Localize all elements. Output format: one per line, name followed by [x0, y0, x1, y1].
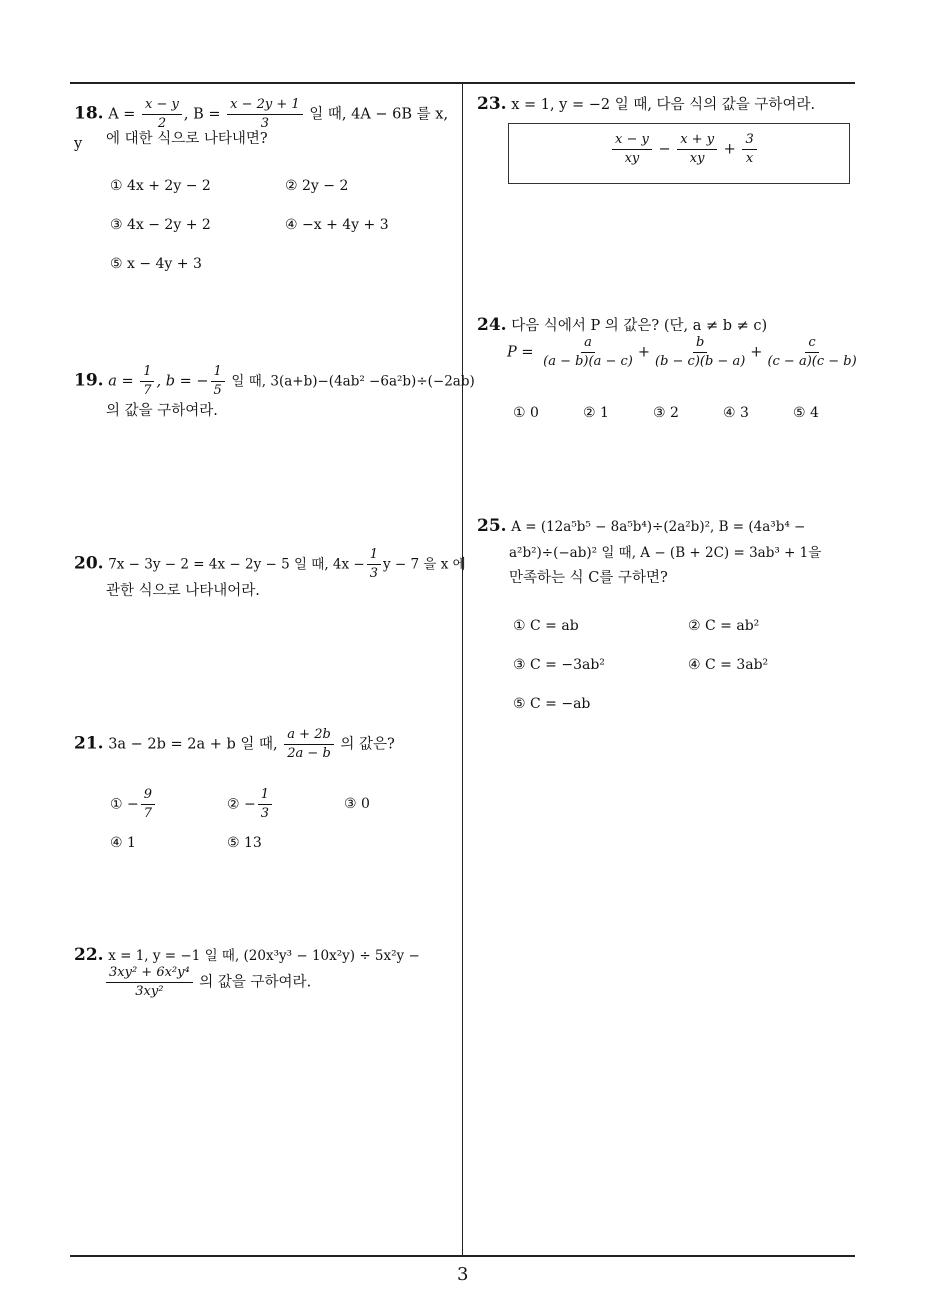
fraction: $\frac{x + y}{xy}$	[677, 131, 717, 168]
question-18-line2: 에 대한 식으로 나타내면?	[106, 131, 268, 147]
question-number: 23.	[477, 94, 507, 114]
question-20-line2: 관한 식으로 나타내어라.	[106, 583, 260, 599]
column-divider	[462, 83, 463, 1256]
fraction: $\frac{9}{7}$	[141, 786, 155, 823]
question-19: 19. a = $\frac{1}{7}$ , b = − $\frac{1}{5}$ 일 때, 3(a+b)−(4ab² −6a²b)÷(−2ab)	[74, 364, 475, 398]
fraction: $\frac{a}{(a - b)(a - c)}$	[543, 335, 633, 369]
question-23: 23. x = 1, y = −2 일 때, 다음 식의 값을 구하여라.	[477, 94, 816, 114]
option-2[interactable]: ② 2y − 2	[285, 178, 349, 194]
question-number: 24.	[477, 315, 507, 335]
fraction: $\frac{3}{x}$	[742, 131, 756, 168]
option-3[interactable]: ③ C = −3ab²	[513, 657, 605, 673]
fraction: $\frac{a + 2b}{2a - b}$	[284, 726, 334, 763]
question-25-line2: a²b²)÷(−ab)² 일 때, A − (B + 2C) = 3ab³ + 1을	[509, 545, 822, 561]
question-22-line2: $\frac{\text{3xy² + 6x²y⁴}}{\text{3xy²}}$ 의 값을 구하여라.	[104, 964, 311, 1001]
fraction: $\frac{x - y}{2}$	[142, 96, 182, 133]
bottom-rule	[70, 1255, 855, 1257]
fraction: $\frac{x - 2y + 1}{3}$	[227, 96, 303, 133]
option-3[interactable]: ③ 2	[653, 405, 679, 421]
option-5[interactable]: ⑤ x − 4y + 3	[110, 256, 202, 272]
option-4[interactable]: ④ 3	[723, 405, 749, 421]
option-2[interactable]: ② C = ab²	[688, 618, 760, 634]
option-2[interactable]: ② 1	[583, 405, 609, 421]
option-5[interactable]: ⑤ 13	[227, 835, 262, 851]
option-2[interactable]: ② − $\frac{1}{3}$	[227, 786, 274, 823]
question-number: 21.	[74, 733, 104, 754]
expression: $\frac{x - y}{xy}$ − $\frac{x + y}{xy}$ + $\frac{3}{x}$	[610, 131, 759, 168]
fraction: $\frac{\text{3xy² + 6x²y⁴}}{\text{3xy²}}$	[106, 964, 193, 1001]
fraction: $\frac{1}{5}$	[211, 363, 225, 400]
page-number: 3	[457, 1264, 469, 1285]
option-3[interactable]: ③ 0	[344, 796, 370, 812]
fraction: $\frac{1}{7}$	[140, 363, 154, 400]
option-4[interactable]: ④ 1	[110, 835, 136, 851]
question-number: 22.	[74, 945, 104, 965]
option-1[interactable]: ① − $\frac{9}{7}$	[110, 786, 157, 823]
option-5[interactable]: ⑤ 4	[793, 405, 819, 421]
question-number: 20.	[74, 553, 104, 574]
fraction: $\frac{x - y}{xy}$	[612, 131, 652, 168]
question-19-line2: 의 값을 구하여라.	[106, 403, 218, 419]
question-24: 24. 다음 식에서 P 의 값은? (단, a ≠ b ≠ c)	[477, 315, 768, 335]
fraction: $\frac{c}{(c - a)(c - b)}$	[767, 335, 857, 369]
question-number: 19.	[74, 370, 104, 391]
question-25-line3: 만족하는 식 C를 구하면?	[509, 570, 668, 586]
option-3[interactable]: ③ 4x − 2y + 2	[110, 217, 211, 233]
fraction: $\frac{1}{3}$	[367, 546, 381, 583]
fraction: $\frac{1}{3}$	[258, 786, 272, 823]
option-1[interactable]: ① C = ab	[513, 618, 579, 634]
equation: P = $\frac{a}{(a - b)(a - c)}$ + $\frac{b}{(b - c)(b - a)}$ + $\frac{c}{(c - a)(c - b)}$	[507, 334, 862, 371]
option-4[interactable]: ④ −x + 4y + 3	[285, 217, 389, 233]
question-22: 22. x = 1, y = −1 일 때, (20x³y³ − 10x²y) ÷ 5x²y −	[74, 945, 420, 965]
fraction: $\frac{b}{(b - c)(b - a)}$	[655, 335, 746, 369]
option-1[interactable]: ① 4x + 2y − 2	[110, 178, 211, 194]
option-5[interactable]: ⑤ C = −ab	[513, 696, 591, 712]
question-21: 21. 3a − 2b = 2a + b 일 때, $\frac{a + 2b}{2a - b}$ 의 값은?	[74, 727, 395, 761]
question-number: 18.	[74, 103, 104, 124]
question-20: 20. 7x − 3y − 2 = 4x − 2y − 5 일 때, 4x − $\frac{1}{3}$ y − 7 을 x 에	[74, 547, 466, 581]
question-25: 25. A = (12a⁵b⁵ − 8a⁵b⁴)÷(2a²b)², B = (4a³b⁴ −	[477, 516, 806, 536]
option-1[interactable]: ① 0	[513, 405, 539, 421]
option-4[interactable]: ④ C = 3ab²	[688, 657, 769, 673]
question-18: 18. A = $\frac{x - y}{2}$ , B = $\frac{x - 2y + 1}{3}$ 일 때, 4A − 6B 를 x, y	[74, 97, 449, 152]
question-number: 25.	[477, 516, 507, 536]
